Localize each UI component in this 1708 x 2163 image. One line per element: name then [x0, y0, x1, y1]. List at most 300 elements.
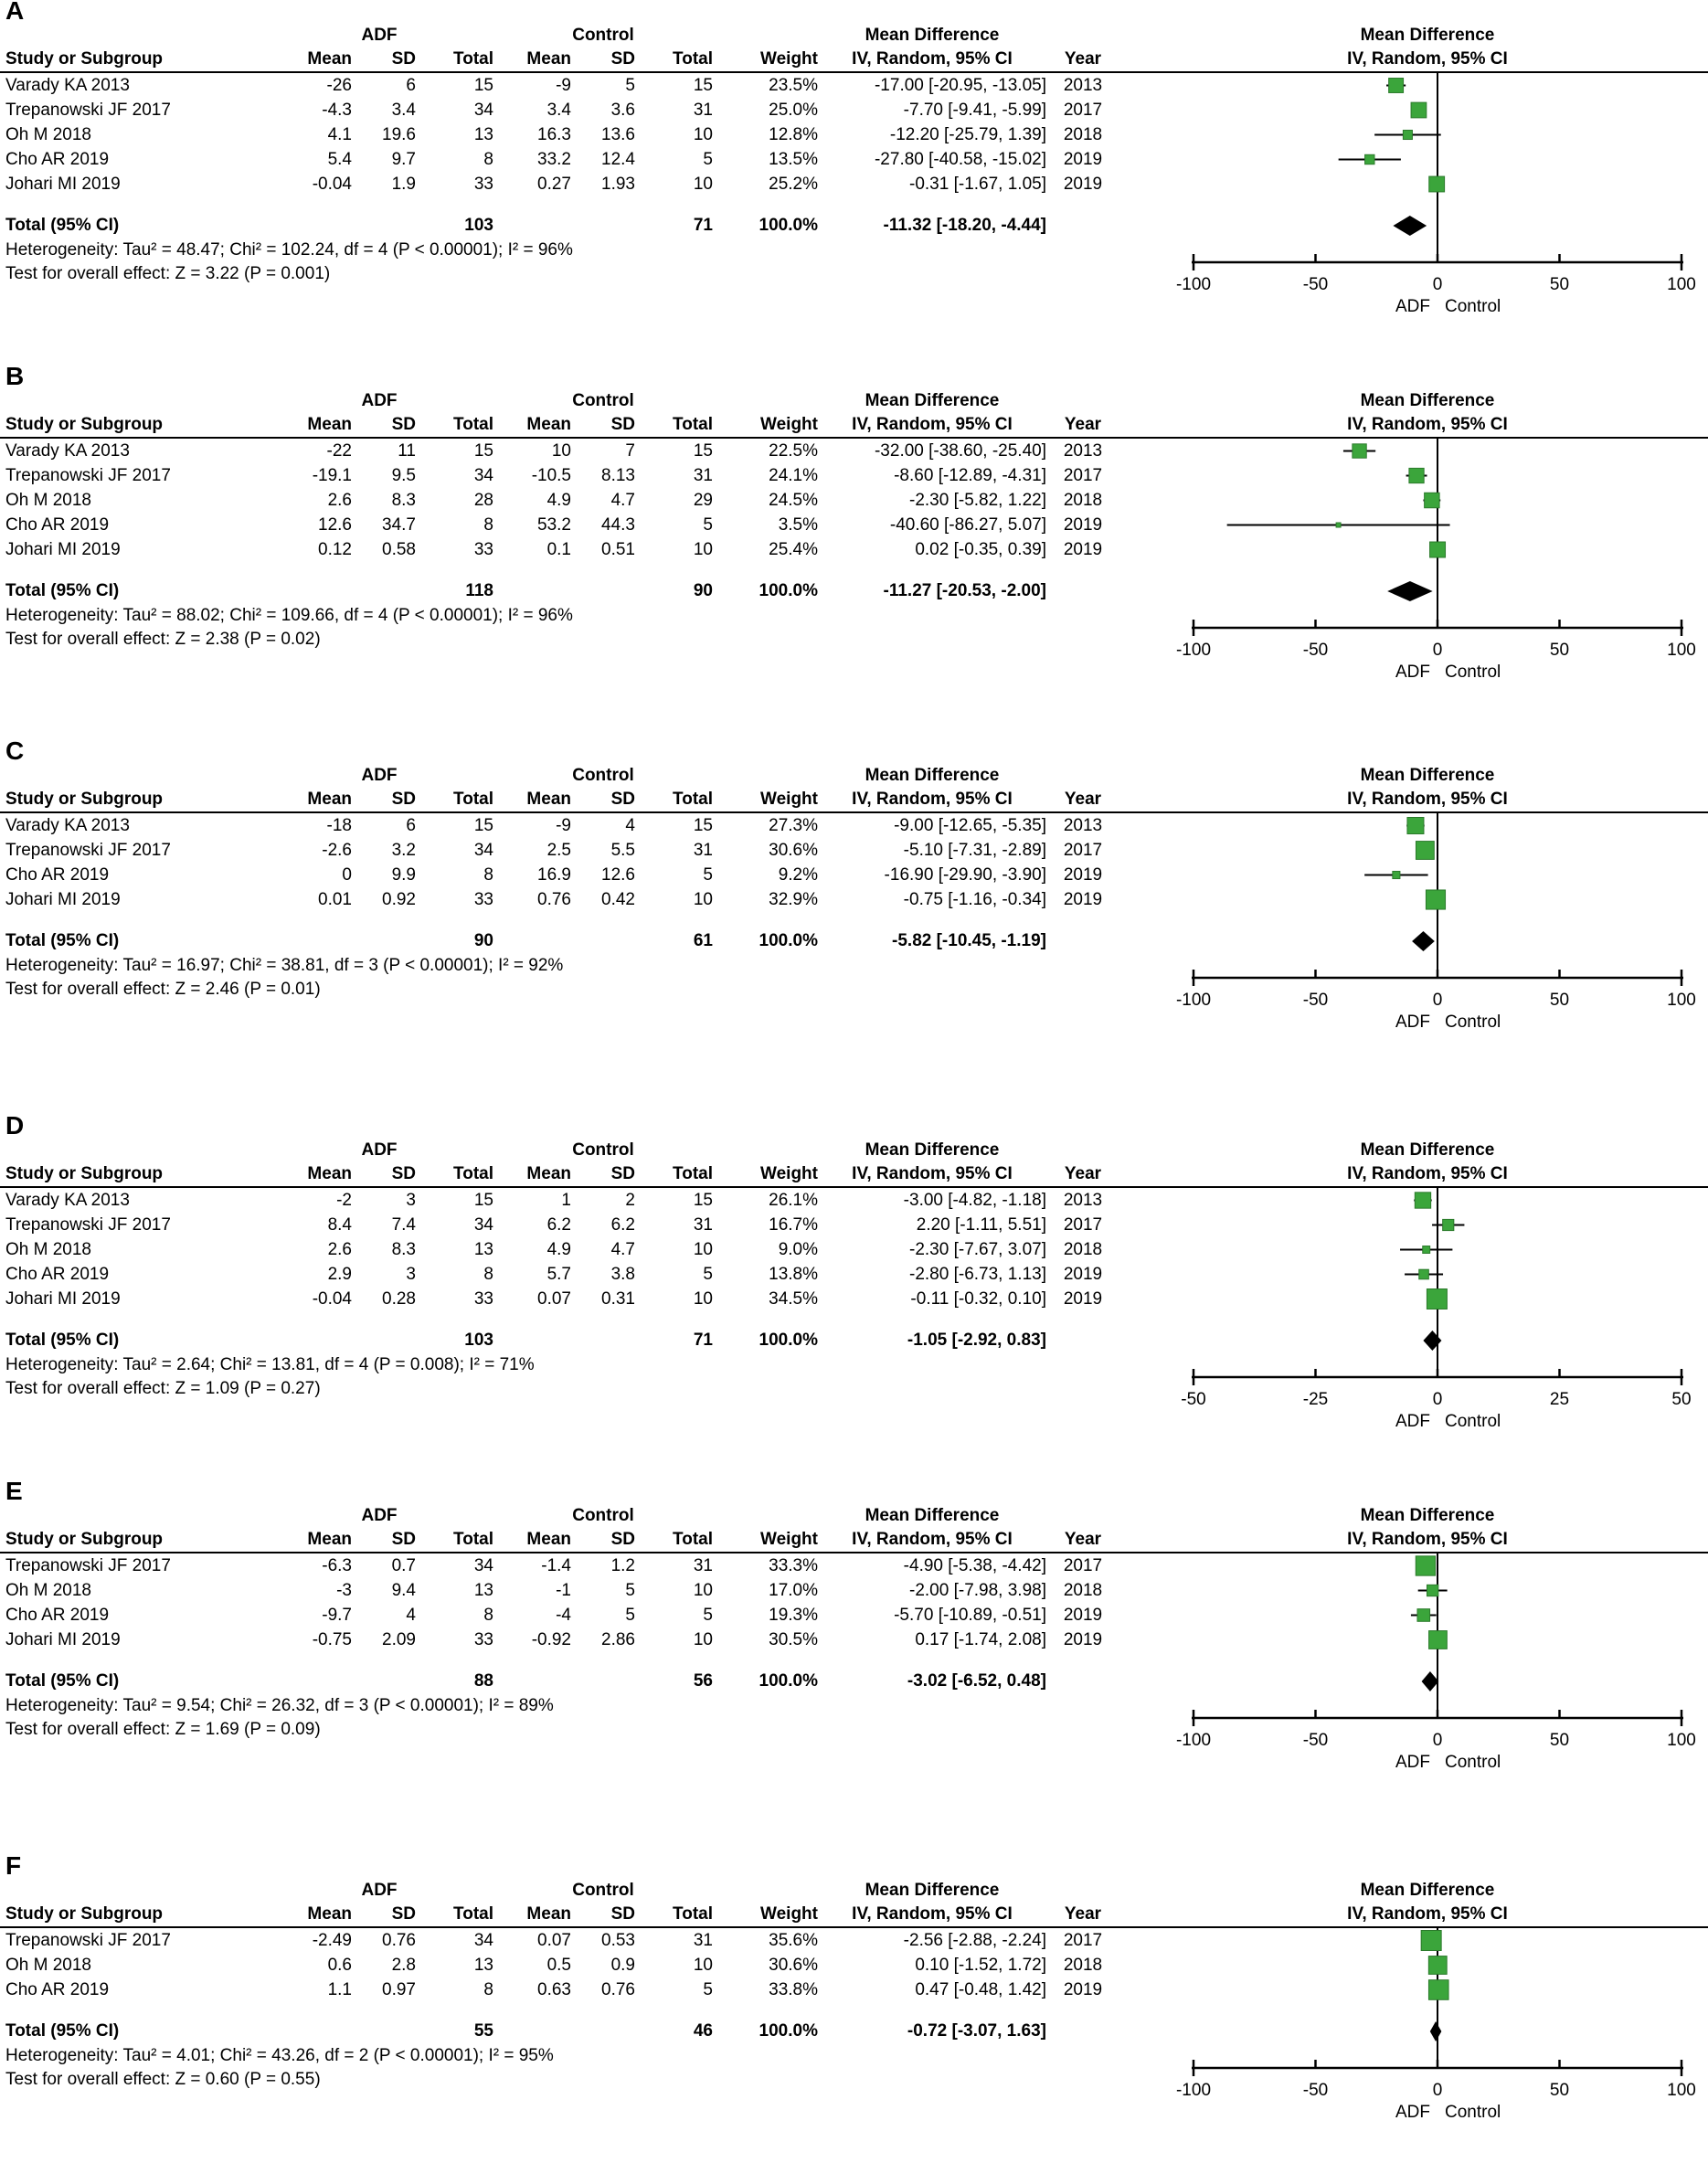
col-header-adf_mean: Mean: [307, 415, 352, 434]
total-weight: 100.0%: [759, 216, 818, 235]
adf-group-header: ADF: [361, 391, 398, 410]
axis-tick-label: 0: [1432, 991, 1443, 1010]
plot-iv-header: IV, Random, 95% CI: [1347, 415, 1508, 434]
cell-adf_mean: 5.4: [327, 150, 352, 169]
axis-tick-label: -100: [1175, 1731, 1212, 1750]
cell-ci_text: 0.02 [-0.35, 0.39]: [915, 540, 1046, 559]
forest-plot-B: [1147, 366, 1708, 740]
axis-tick-label: 0: [1432, 1731, 1443, 1750]
cell-year: 2018: [1063, 1956, 1103, 1975]
summary-diamond: [1423, 1331, 1441, 1351]
cell-year: 2019: [1063, 515, 1103, 535]
effect-marker: [1419, 1269, 1429, 1279]
cell-adf_mean: 2.6: [327, 1240, 352, 1259]
total-adf_sd: [352, 1669, 416, 1694]
cell-ctl_total: 31: [693, 841, 713, 860]
cell-ctl_sd: 1.2: [610, 1556, 635, 1575]
cell-year: 2019: [1063, 1606, 1103, 1625]
col-header-weight: Weight: [760, 1904, 818, 1924]
cell-ctl_sd: 8.13: [601, 466, 635, 485]
total-adf_mean: [265, 928, 352, 954]
total-ctl_mean: [493, 928, 571, 954]
total-study: Total (95% CI): [5, 581, 120, 600]
col-header-adf_sd: SD: [391, 415, 416, 434]
total-ctl_mean: [493, 578, 571, 604]
cell-adf_total: 13: [473, 1956, 493, 1975]
col-header-weight: Weight: [760, 1164, 818, 1183]
spacer: [0, 389, 265, 413]
panel-letter: D: [5, 1111, 25, 1140]
cell-adf_sd: 9.5: [391, 466, 416, 485]
cell-year: 2019: [1063, 1980, 1103, 1999]
axis-tick-label: 25: [1549, 1390, 1570, 1409]
cell-ctl_total: 10: [693, 1630, 713, 1649]
cell-year: 2019: [1063, 150, 1103, 169]
total-ctl_total: 61: [693, 931, 713, 950]
cell-ctl_mean: 0.5: [546, 1956, 571, 1975]
col-header-adf_total: Total: [453, 415, 493, 434]
effect-marker: [1430, 542, 1446, 557]
cell-adf_total: 8: [483, 865, 493, 885]
cell-ctl_sd: 0.51: [601, 540, 635, 559]
cell-adf_total: 34: [473, 101, 493, 120]
total-study: Total (95% CI): [5, 931, 120, 950]
cell-adf_sd: 9.4: [391, 1581, 416, 1600]
cell-weight: 34.5%: [769, 1289, 818, 1309]
effect-marker: [1393, 871, 1400, 878]
cell-adf_mean: 0.01: [318, 890, 352, 909]
cell-ctl_mean: 1: [561, 1191, 571, 1210]
cell-ctl_sd: 5: [625, 76, 635, 95]
col-header-ctl_total: Total: [673, 415, 713, 434]
cell-year: 2017: [1063, 1931, 1103, 1950]
cell-adf_sd: 19.6: [382, 125, 416, 144]
col-header-ci_text: IV, Random, 95% CI: [852, 1904, 1013, 1924]
effect-marker: [1443, 1219, 1454, 1230]
overall-effect-text: Test for overall effect: Z = 2.38 (P = 0.02): [5, 630, 321, 649]
cell-ctl_mean: 2.5: [546, 841, 571, 860]
spacer: [0, 1139, 265, 1162]
forest-plot-E: [1147, 1480, 1708, 1855]
cell-weight: 12.8%: [769, 125, 818, 144]
cell-ctl_total: 10: [693, 1240, 713, 1259]
cell-ctl_mean: 0.27: [537, 175, 571, 194]
axis-tick-label: -50: [1302, 641, 1329, 660]
total-ci_text: -0.72 [-3.07, 1.63]: [907, 2021, 1046, 2041]
col-header-adf_total: Total: [453, 1904, 493, 1924]
study-name: Oh M 2018: [5, 1956, 91, 1975]
study-name: Varady KA 2013: [5, 76, 130, 95]
total-ctl_mean: [493, 1328, 571, 1353]
cell-adf_mean: -0.04: [312, 175, 352, 194]
spacer: [0, 24, 265, 48]
cell-adf_sd: 1.9: [391, 175, 416, 194]
overall-effect-text: Test for overall effect: Z = 1.09 (P = 0.27): [5, 1379, 321, 1398]
adf-group-header: ADF: [361, 766, 398, 785]
cell-adf_total: 15: [473, 76, 493, 95]
cell-adf_total: 13: [473, 125, 493, 144]
cell-year: 2018: [1063, 1240, 1103, 1259]
col-header-adf_mean: Mean: [307, 790, 352, 809]
cell-ctl_sd: 4.7: [610, 1240, 635, 1259]
cell-adf_sd: 2.8: [391, 1956, 416, 1975]
col-header-adf_mean: Mean: [307, 1164, 352, 1183]
spacer: [1046, 1504, 1119, 1528]
col-header-adf_total: Total: [453, 1164, 493, 1183]
effect-marker: [1417, 1609, 1430, 1622]
cell-year: 2017: [1063, 466, 1103, 485]
total-weight: 100.0%: [759, 1671, 818, 1691]
total-study: Total (95% CI): [5, 2021, 120, 2041]
study-name: Varady KA 2013: [5, 441, 130, 461]
cell-weight: 9.0%: [778, 1240, 818, 1259]
cell-ctl_total: 10: [693, 1289, 713, 1309]
total-year: [1046, 213, 1119, 239]
study-name: Johari MI 2019: [5, 1630, 121, 1649]
col-header-ctl_total: Total: [673, 49, 713, 69]
panel-B: [0, 362, 1708, 740]
cell-adf_mean: 2.9: [327, 1265, 352, 1284]
col-header-year: Year: [1064, 415, 1102, 434]
col-header-weight: Weight: [760, 1530, 818, 1549]
total-weight: 100.0%: [759, 1331, 818, 1350]
axis-tick-label: 50: [1549, 991, 1570, 1010]
study-name: Trepanowski JF 2017: [5, 101, 171, 120]
cell-ctl_total: 31: [693, 101, 713, 120]
cell-adf_sd: 9.7: [391, 150, 416, 169]
control-group-header: Control: [572, 26, 634, 45]
cell-ctl_mean: 6.2: [546, 1215, 571, 1235]
cell-ctl_sd: 12.6: [601, 865, 635, 885]
plot-iv-header: IV, Random, 95% CI: [1347, 49, 1508, 69]
summary-diamond: [1387, 581, 1432, 601]
study-name: Varady KA 2013: [5, 1191, 130, 1210]
summary-diamond: [1430, 2021, 1442, 2041]
control-group-header: Control: [572, 391, 634, 410]
cell-adf_sd: 0.7: [391, 1556, 416, 1575]
cell-year: 2018: [1063, 1581, 1103, 1600]
cell-ctl_sd: 12.4: [601, 150, 635, 169]
cell-adf_sd: 9.9: [391, 865, 416, 885]
cell-year: 2019: [1063, 1265, 1103, 1284]
panel-letter: B: [5, 362, 25, 390]
cell-ci_text: -9.00 [-12.65, -5.35]: [894, 816, 1046, 835]
cell-ci_text: -12.20 [-25.79, 1.39]: [889, 125, 1046, 144]
study-name: Cho AR 2019: [5, 1606, 110, 1625]
study-name: Trepanowski JF 2017: [5, 1931, 171, 1950]
total-adf_sd: [352, 578, 416, 604]
study-name: Oh M 2018: [5, 1581, 91, 1600]
spacer: [1046, 1139, 1119, 1162]
mean-difference-header: Mean Difference: [865, 1506, 1000, 1525]
study-name: Varady KA 2013: [5, 816, 130, 835]
cell-weight: 25.4%: [769, 540, 818, 559]
axis-label-adf: ADF: [1395, 663, 1430, 682]
control-group-header: Control: [572, 1140, 634, 1160]
cell-ctl_sd: 0.42: [601, 890, 635, 909]
cell-ctl_mean: 10: [551, 441, 571, 461]
study-name: Cho AR 2019: [5, 1980, 110, 1999]
cell-adf_mean: 8.4: [327, 1215, 352, 1235]
cell-adf_sd: 7.4: [391, 1215, 416, 1235]
cell-adf_mean: 0: [342, 865, 352, 885]
total-ci_text: -11.27 [-20.53, -2.00]: [883, 581, 1046, 600]
forest-plot-D: [1147, 1115, 1708, 1480]
cell-ctl_sd: 4.7: [610, 491, 635, 510]
axis-tick-label: -50: [1302, 991, 1329, 1010]
col-header-year: Year: [1064, 1530, 1102, 1549]
cell-ctl_sd: 2.86: [601, 1630, 635, 1649]
axis-tick-label: -50: [1302, 1731, 1329, 1750]
cell-year: 2013: [1063, 816, 1103, 835]
cell-ctl_total: 10: [693, 1956, 713, 1975]
col-header-year: Year: [1064, 1904, 1102, 1924]
cell-ctl_sd: 2: [625, 1191, 635, 1210]
cell-ci_text: -0.31 [-1.67, 1.05]: [909, 175, 1046, 194]
plot-mean-difference-header: Mean Difference: [1360, 1140, 1495, 1160]
control-group-header: Control: [572, 1506, 634, 1525]
col-header-ci_text: IV, Random, 95% CI: [852, 49, 1013, 69]
plot-mean-difference-header: Mean Difference: [1360, 1506, 1495, 1525]
total-ci_text: -3.02 [-6.52, 0.48]: [907, 1671, 1046, 1691]
col-header-ctl_total: Total: [673, 1904, 713, 1924]
cell-year: 2017: [1063, 841, 1103, 860]
cell-ci_text: -27.80 [-40.58, -15.02]: [874, 150, 1046, 169]
total-study: Total (95% CI): [5, 1671, 120, 1691]
study-name: Johari MI 2019: [5, 1289, 121, 1309]
total-study: Total (95% CI): [5, 216, 120, 235]
cell-ctl_total: 5: [703, 150, 713, 169]
total-ctl_sd: [571, 928, 635, 954]
total-adf_total: 118: [465, 581, 493, 600]
axis-label-adf: ADF: [1395, 2103, 1430, 2122]
cell-year: 2013: [1063, 1191, 1103, 1210]
cell-ci_text: 2.20 [-1.11, 5.51]: [916, 1215, 1046, 1235]
cell-ctl_total: 5: [703, 865, 713, 885]
cell-adf_total: 8: [483, 1606, 493, 1625]
effect-marker: [1429, 176, 1445, 192]
axis-label-control: Control: [1445, 1412, 1501, 1431]
cell-adf_sd: 34.7: [382, 515, 416, 535]
effect-marker: [1411, 102, 1427, 118]
total-ci_text: -11.32 [-18.20, -4.44]: [883, 216, 1046, 235]
cell-ctl_total: 10: [693, 540, 713, 559]
spacer: [1046, 389, 1119, 413]
cell-ci_text: -3.00 [-4.82, -1.18]: [903, 1191, 1046, 1210]
cell-adf_mean: -18: [326, 816, 352, 835]
cell-adf_sd: 0.58: [382, 540, 416, 559]
col-header-weight: Weight: [760, 415, 818, 434]
cell-adf_mean: -2: [336, 1191, 352, 1210]
cell-ci_text: 0.17 [-1.74, 2.08]: [915, 1630, 1046, 1649]
cell-adf_total: 13: [473, 1240, 493, 1259]
axis-tick-label: 50: [1549, 1731, 1570, 1750]
col-header-study: Study or Subgroup: [5, 49, 164, 69]
panel-F: [0, 1851, 1708, 2163]
axis-label-control: Control: [1445, 663, 1501, 682]
col-header-adf_sd: SD: [391, 790, 416, 809]
total-weight: 100.0%: [759, 2021, 818, 2041]
axis-tick-label: 100: [1667, 991, 1696, 1010]
total-ctl_total: 46: [693, 2021, 713, 2041]
cell-ctl_sd: 5: [625, 1606, 635, 1625]
cell-ctl_mean: 53.2: [537, 515, 571, 535]
cell-weight: 13.8%: [769, 1265, 818, 1284]
total-adf_sd: [352, 1328, 416, 1353]
cell-adf_total: 8: [483, 515, 493, 535]
panel-E: [0, 1477, 1708, 1855]
cell-adf_mean: 2.6: [327, 491, 352, 510]
overall-effect-text: Test for overall effect: Z = 1.69 (P = 0.09): [5, 1720, 321, 1739]
cell-adf_sd: 0.28: [382, 1289, 416, 1309]
cell-weight: 19.3%: [769, 1606, 818, 1625]
effect-marker: [1365, 154, 1374, 164]
cell-year: 2017: [1063, 101, 1103, 120]
effect-marker: [1416, 1556, 1435, 1575]
axis-label-control: Control: [1445, 297, 1501, 316]
cell-ci_text: 0.47 [-0.48, 1.42]: [915, 1980, 1046, 1999]
total-adf_mean: [265, 1328, 352, 1353]
spacer: [713, 389, 818, 413]
col-header-ci_text: IV, Random, 95% CI: [852, 790, 1013, 809]
axis-tick-label: 0: [1432, 2081, 1443, 2100]
col-header-adf_total: Total: [453, 49, 493, 69]
panel-A: [0, 0, 1708, 366]
plot-mean-difference-header: Mean Difference: [1360, 1881, 1495, 1900]
cell-ctl_sd: 5: [625, 1581, 635, 1600]
study-name: Trepanowski JF 2017: [5, 1215, 171, 1235]
cell-ctl_total: 5: [703, 1980, 713, 1999]
total-ctl_total: 56: [693, 1671, 713, 1691]
cell-year: 2013: [1063, 76, 1103, 95]
spacer: [0, 1879, 265, 1903]
summary-diamond: [1422, 1671, 1439, 1691]
summary-diamond: [1393, 216, 1427, 236]
total-study: Total (95% CI): [5, 1331, 120, 1350]
cell-year: 2019: [1063, 1289, 1103, 1309]
spacer: [713, 1879, 818, 1903]
cell-weight: 25.2%: [769, 175, 818, 194]
heterogeneity-text: Heterogeneity: Tau² = 9.54; Chi² = 26.32, df = 3 (P < 0.00001); I² = 89%: [5, 1696, 554, 1715]
col-header-adf_mean: Mean: [307, 1904, 352, 1924]
axis-tick-label: -25: [1302, 1390, 1329, 1409]
axis-tick-label: 50: [1549, 2081, 1570, 2100]
plot-iv-header: IV, Random, 95% CI: [1347, 1530, 1508, 1549]
cell-ctl_mean: 3.4: [546, 101, 571, 120]
cell-ctl_sd: 7: [625, 441, 635, 461]
cell-adf_mean: -26: [326, 76, 352, 95]
effect-marker: [1425, 493, 1439, 507]
cell-ci_text: -17.00 [-20.95, -13.05]: [874, 76, 1046, 95]
plot-mean-difference-header: Mean Difference: [1360, 766, 1495, 785]
study-name: Oh M 2018: [5, 1240, 91, 1259]
col-header-ctl_total: Total: [673, 1530, 713, 1549]
cell-adf_mean: -9.7: [322, 1606, 352, 1625]
cell-weight: 30.6%: [769, 1956, 818, 1975]
total-ci_text: -5.82 [-10.45, -1.19]: [892, 931, 1046, 950]
col-header-ctl_mean: Mean: [526, 1164, 571, 1183]
total-ctl_mean: [493, 1669, 571, 1694]
study-name: Trepanowski JF 2017: [5, 466, 171, 485]
overall-effect-text: Test for overall effect: Z = 2.46 (P = 0.01): [5, 980, 321, 999]
col-header-ctl_sd: SD: [610, 790, 635, 809]
axis-tick-label: -50: [1181, 1390, 1206, 1409]
mean-difference-header: Mean Difference: [865, 1140, 1000, 1160]
cell-weight: 26.1%: [769, 1191, 818, 1210]
cell-year: 2017: [1063, 1556, 1103, 1575]
study-name: Cho AR 2019: [5, 150, 110, 169]
cell-ctl_mean: -9: [556, 76, 571, 95]
total-adf_mean: [265, 2019, 352, 2044]
study-name: Cho AR 2019: [5, 865, 110, 885]
axis-tick-label: -100: [1175, 641, 1212, 660]
axis-tick-label: -50: [1302, 2081, 1329, 2100]
total-adf_total: 103: [464, 216, 493, 235]
axis-label-control: Control: [1445, 1753, 1501, 1772]
effect-marker: [1428, 1956, 1447, 1975]
panel-letter: C: [5, 737, 25, 765]
control-group-header: Control: [572, 1881, 634, 1900]
cell-adf_total: 34: [473, 1215, 493, 1235]
effect-marker: [1428, 1980, 1448, 2000]
plot-iv-header: IV, Random, 95% CI: [1347, 1904, 1508, 1924]
col-header-ctl_total: Total: [673, 790, 713, 809]
axis-label-adf: ADF: [1395, 1013, 1430, 1032]
cell-ctl_sd: 1.93: [601, 175, 635, 194]
total-weight: 100.0%: [759, 581, 818, 600]
cell-ctl_mean: 16.9: [537, 865, 571, 885]
heterogeneity-text: Heterogeneity: Tau² = 88.02; Chi² = 109.66, df = 4 (P < 0.00001); I² = 96%: [5, 606, 573, 625]
col-header-study: Study or Subgroup: [5, 1904, 164, 1924]
total-adf_sd: [352, 928, 416, 954]
cell-ctl_total: 31: [693, 466, 713, 485]
study-name: Oh M 2018: [5, 125, 91, 144]
forest-plot-C: [1147, 740, 1708, 1115]
cell-adf_total: 33: [473, 1289, 493, 1309]
cell-ctl_sd: 0.31: [601, 1289, 635, 1309]
cell-year: 2019: [1063, 890, 1103, 909]
total-adf_mean: [265, 213, 352, 239]
cell-adf_sd: 6: [406, 816, 416, 835]
total-ctl_total: 71: [693, 1331, 713, 1350]
cell-ctl_sd: 5.5: [610, 841, 635, 860]
axis-tick-label: 50: [1549, 275, 1570, 294]
axis-label-adf: ADF: [1395, 1412, 1430, 1431]
cell-ci_text: -16.90 [-29.90, -3.90]: [884, 865, 1046, 885]
cell-ctl_total: 31: [693, 1215, 713, 1235]
effect-marker: [1389, 79, 1404, 93]
axis-tick-label: -100: [1175, 275, 1212, 294]
col-header-ctl_mean: Mean: [526, 1904, 571, 1924]
cell-ci_text: -5.70 [-10.89, -0.51]: [894, 1606, 1046, 1625]
col-header-adf_sd: SD: [391, 49, 416, 69]
cell-ctl_total: 5: [703, 515, 713, 535]
col-header-ctl_sd: SD: [610, 1530, 635, 1549]
heterogeneity-text: Heterogeneity: Tau² = 16.97; Chi² = 38.81, df = 3 (P < 0.00001); I² = 92%: [5, 956, 564, 975]
cell-ctl_mean: 0.07: [537, 1289, 571, 1309]
axis-tick-label: 0: [1432, 275, 1443, 294]
total-adf_mean: [265, 1669, 352, 1694]
col-header-adf_sd: SD: [391, 1904, 416, 1924]
cell-adf_total: 15: [473, 1191, 493, 1210]
cell-ci_text: 0.10 [-1.52, 1.72]: [915, 1956, 1046, 1975]
total-year: [1046, 2019, 1119, 2044]
cell-ctl_mean: 0.63: [537, 1980, 571, 1999]
cell-weight: 9.2%: [778, 865, 818, 885]
cell-weight: 17.0%: [769, 1581, 818, 1600]
effect-marker: [1426, 890, 1445, 909]
study-name: Cho AR 2019: [5, 1265, 110, 1284]
